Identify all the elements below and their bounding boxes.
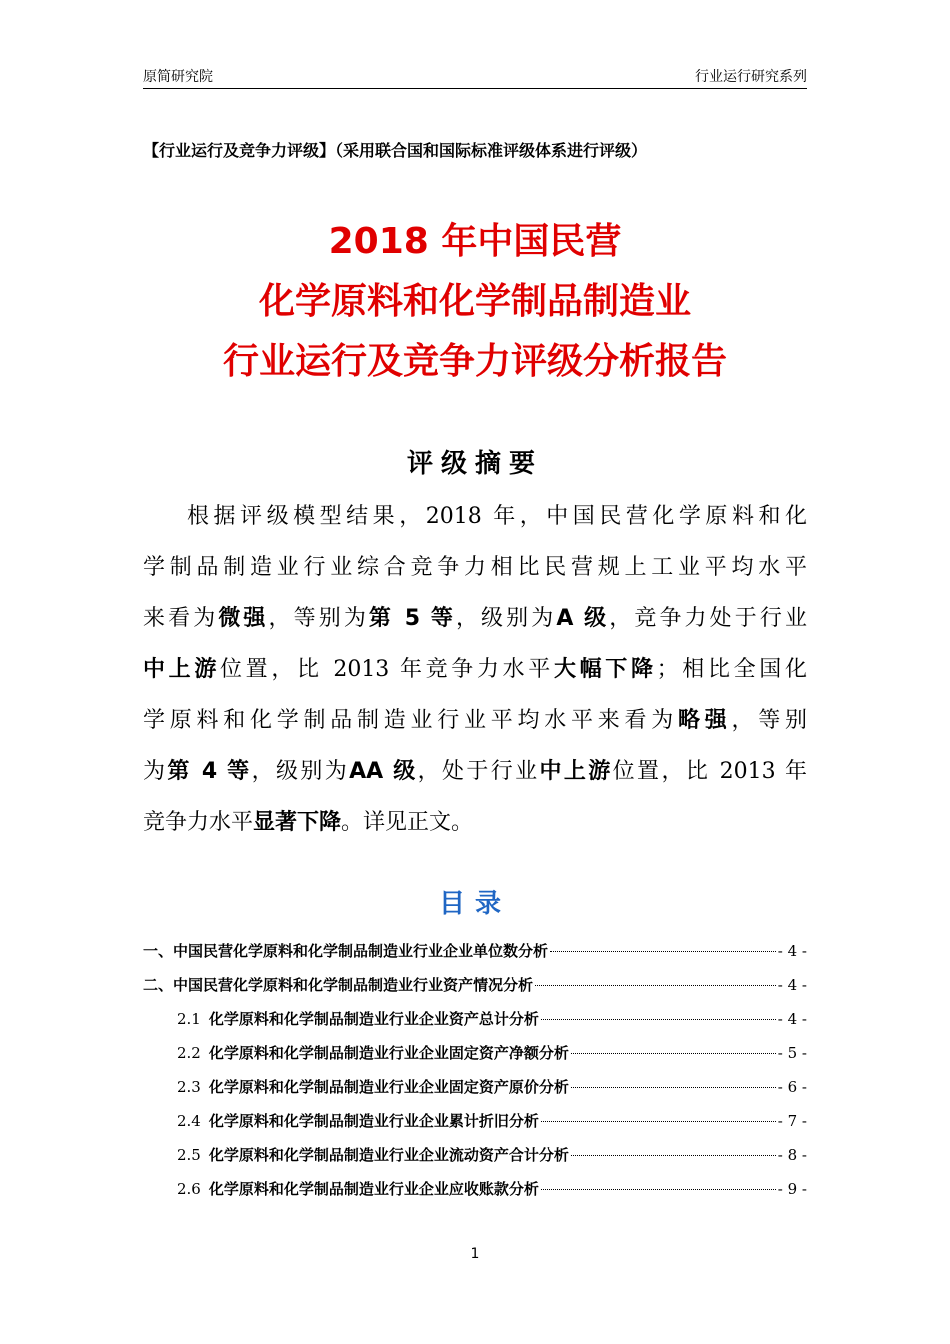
toc-entry[interactable] [143, 1107, 807, 1141]
toc-entry[interactable] [143, 1141, 807, 1175]
toc-leader [541, 1121, 776, 1122]
toc-section-number: 2.5 [177, 1146, 201, 1164]
toc-leader [535, 985, 776, 986]
toc-page: - 4 - [777, 976, 807, 994]
toc-entry-text: 二、中国民营化学原料和化学制品制造业行业资产情况分析 [143, 976, 534, 994]
grade-national: 第 4 等 [167, 759, 252, 784]
position-private: 中上游 [143, 657, 220, 682]
toc-section-number: 2.4 [177, 1112, 201, 1130]
toc-section-number: 2.3 [177, 1078, 201, 1096]
toc-page: - 9 - [777, 1180, 807, 1198]
title-line-3: 行业运行及竞争力评级分析报告 [222, 341, 727, 382]
trend-national: 显著下降 [253, 810, 342, 835]
page-number: 1 [470, 1246, 480, 1262]
toc-leader [571, 1155, 776, 1156]
toc-entry[interactable] [143, 1073, 807, 1107]
header-series-name: 行业运行研究系列 [695, 69, 807, 85]
toc-entry-text: 化学原料和化学制品制造业行业企业固定资产净额分析 [208, 1044, 569, 1062]
toc-page: - 4 - [777, 942, 807, 960]
toc-leader [571, 1087, 776, 1088]
title-line-2: 化学原料和化学制品制造业 [258, 281, 691, 322]
toc-page: - 4 - [777, 1010, 807, 1028]
page-header [143, 64, 807, 89]
summary-line: 来看为微强，等别为第 5 等，级别为A 级，竞争力处于行业 [143, 606, 807, 631]
toc-page: - 8 - [777, 1146, 807, 1164]
grade-private: 第 5 等 [368, 606, 456, 631]
toc-entry-text: 化学原料和化学制品制造业行业企业累计折旧分析 [208, 1112, 539, 1130]
trend-private: 大幅下降 [553, 657, 657, 682]
toc-leader [541, 1019, 776, 1020]
report-subtitle: 【行业运行及竞争力评级】（采用联合国和国际标准评级体系进行评级） [143, 141, 648, 160]
toc-section-number: 2.6 [177, 1180, 201, 1198]
toc-page: - 6 - [777, 1078, 807, 1096]
toc-entry-text: 化学原料和化学制品制造业行业企业资产总计分析 [208, 1010, 539, 1028]
toc-entry[interactable] [143, 937, 807, 971]
toc-entry[interactable] [143, 1175, 807, 1209]
toc-page: - 5 - [777, 1044, 807, 1062]
summary-paragraph [143, 491, 807, 848]
toc-entry-text: 化学原料和化学制品制造业行业企业流动资产合计分析 [208, 1146, 569, 1164]
toc-page: - 7 - [777, 1112, 807, 1130]
rating-private: 微强 [218, 606, 269, 631]
rating-national: 略强 [677, 708, 732, 733]
toc-entry[interactable] [143, 1039, 807, 1073]
position-national: 中上游 [539, 759, 613, 784]
toc-entry[interactable] [143, 1005, 807, 1039]
report-title [100, 212, 850, 392]
summary-line: 中上游位置，比 2013 年竞争力水平大幅下降；相比全国化 [143, 657, 807, 682]
toc-leader [541, 1189, 776, 1190]
summary-line: 根据评级模型结果，2018 年，中国民营化学原料和化 [187, 504, 807, 529]
toc-leader [571, 1053, 776, 1054]
toc-entry-text: 一、中国民营化学原料和化学制品制造业行业企业单位数分析 [143, 942, 549, 960]
toc-entry-text: 化学原料和化学制品制造业行业企业固定资产原价分析 [208, 1078, 569, 1096]
summary-line: 为第 4 等，级别为AA 级，处于行业中上游位置，比 2013 年 [143, 759, 807, 784]
summary-line: 学原料和化学制品制造业行业平均水平来看为略强，等别 [143, 708, 807, 733]
table-of-contents [143, 937, 807, 1209]
summary-line: 学制品制造业行业综合竞争力相比民营规上工业平均水平 [143, 555, 807, 580]
toc-section-number: 2.2 [177, 1044, 201, 1062]
summary-line: 竞争力水平显著下降。详见正文。 [143, 810, 474, 835]
toc-entry[interactable] [143, 971, 807, 1005]
level-private: A 级 [556, 606, 610, 631]
toc-heading: 目录 [438, 889, 511, 919]
summary-heading: 评级摘要 [406, 449, 543, 479]
toc-leader [550, 951, 776, 952]
toc-section-number: 2.1 [177, 1010, 201, 1028]
level-national: AA 级 [349, 759, 418, 784]
toc-entry-text: 化学原料和化学制品制造业行业企业应收账款分析 [208, 1180, 539, 1198]
title-line-1: 2018 年中国民营 [328, 221, 622, 262]
header-org-name: 原简研究院 [143, 69, 213, 85]
